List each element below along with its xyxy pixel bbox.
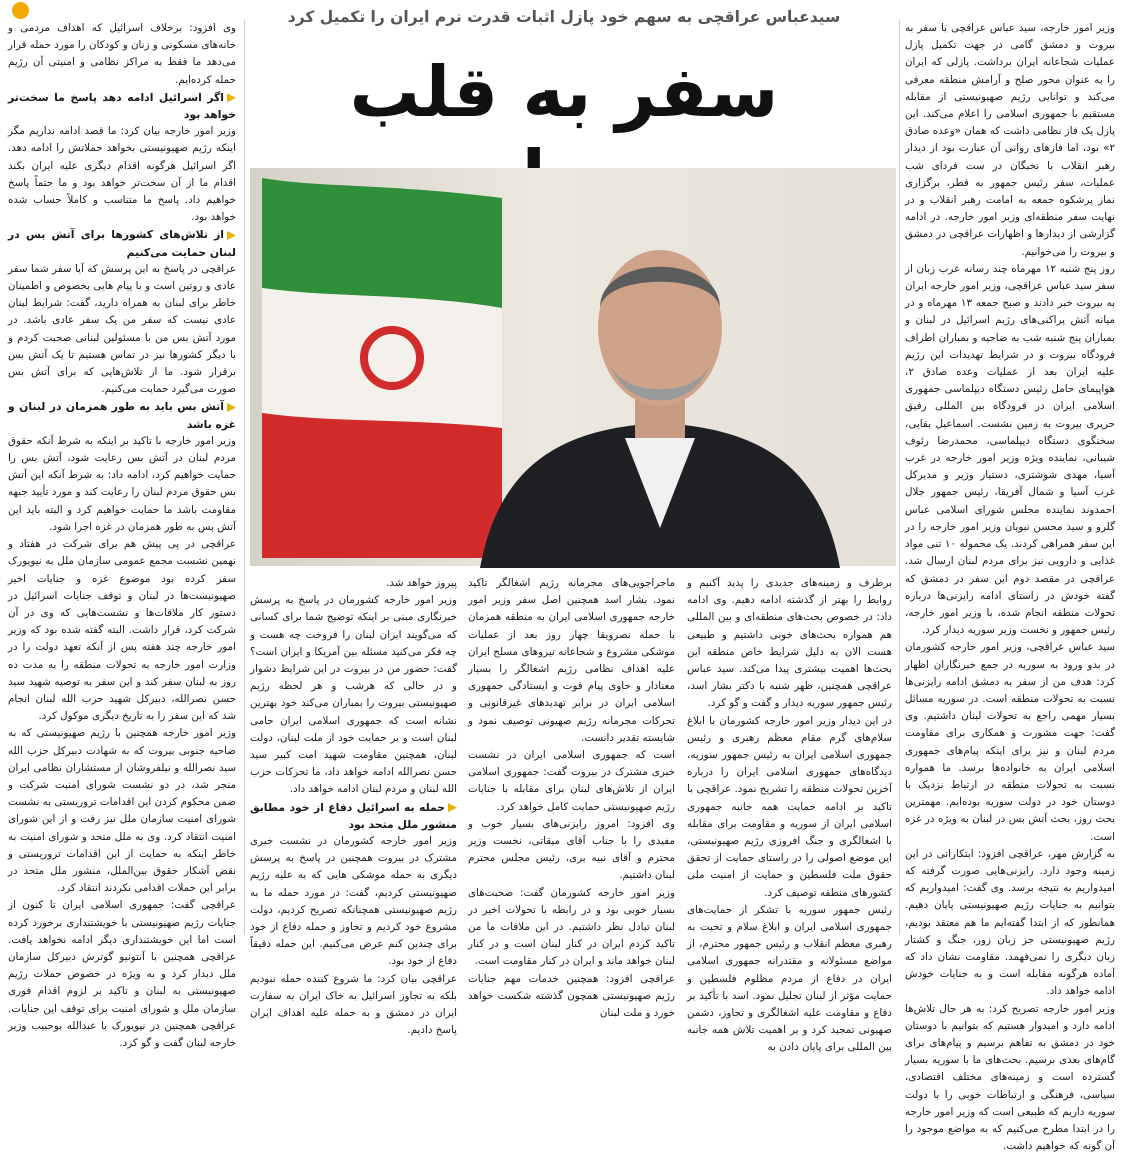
column-paragraph: برطرف و زمینه‌های جدیدی را پدید آکنیم و روابط را بهتر از گذشته ادامه دهیم. وی ادامه داد: در خصوص بحث‌های منطقه‌ای و بین المللی هم همواره بحث‌های خوبی داشتیم و طبیعی هست الان به دلیل شرایط خاص منطقه این بحث‌ها اهمیت بیشتری پیدا می‌کند. سید عباس عراقچی همچنین، ظهر شنبه با دکتر بشار اسد، رئیس جمهور سوریه دیدار و گفت و گو کرد.: [687, 577, 892, 710]
column-paragraph: عراقچی گفت: جمهوری اسلامی ایران تا کنون از جنایات رژیم صهیونیستی با خویشتنداری برخورد کرده است اما این خویشتنداری دیگر ادامه نخواهد یافت. عراقچی همچنین با آنتونیو گوترش دبیرکل سازمان ملل دیدار کرد و به ویژه در خصوص حملات رژیم صهیونیستی به لبنان و تاکید بر لزوم اقدام فوری سازمان ملل و شورای امنیت برای توقف این جنایات. عراقچی همچنین در نیویورک با عبدالله بوحبیب وزیر خارجه لبنان گفت و گو کرد.: [8, 899, 236, 1049]
column-paragraph: وی افزود: امروز رایزنی‌های بسیار خوب و مفیدی را با جناب آقای میقاتی، نخست وزیر محترم و آقای نبیه بری، رئیس مجلس محترم لبنان داشتیم.: [468, 817, 675, 882]
column-paragraph: عراقچی بیان کرد: ما شروع کننده حمله نبودیم بلکه به تجاوز اسرائیل به خاک ایران به سفارت ایران در دمشق و به حمله علیه اهداف ایران پاسخ دادیم.: [250, 972, 457, 1037]
column-paragraph: است که جمهوری اسلامی ایران در نشست خبری مشترک در بیروت گفت: جمهوری اسلامی ایران از تلاش‌های لبنان برای مقابله با جنایات رژیم صهیونیستی حمایت کامل خواهد کرد.: [468, 749, 675, 813]
column-subheading: حمله به اسرائیل دفاع از خود مطابق منشور ملل متحد بود: [250, 800, 457, 831]
column-paragraph: روز پنج شنبه ۱۲ مهرماه چند رسانه عرب زبان از سفر سید عباس عراقچی، وزیر امور خارجه ایران به بیروت خبر دادند و صبح جمعه ۱۳ مهرماه و در میانه آتش پراکنی‌های رژیم اسرائیل در لبنان و بمباران پنج شنبه شب به ضاحیه و بمباران اطراف فرودگاه بیروت و در شرایط تهدیدات این رژیم علیه ایران بعد از عملیات وعده صادق ۲، هواپیمای حامل رئیس دستگاه دیپلماسی جمهوری اسلامی ایران در فرودگاه بین المللی رفیق حریری بیروت به زمین نشست. اسماعیل بقایی، سخنگوی دستگاه دیپلماسی، محمدرضا رئوف شیبانی، نماینده ویژه وزیر امور خارجه در غرب آسیا، مهدی شوشتری، دستیار وزیر و مدیرکل غرب آسیا و شمال آفریقا، رئیس جمهور جلال احمدوند نماینده مجلس شورای اسلامی عباس گلرو و سید محسن نبویان وزیر امور خارجه را در این سفر همراهی کردند. یک محموله ۱۰ تنی مواد غذایی و دارویی نیز برای مردم لبنان ارسال شد. عراقچی در مقصد دوم این سفر در دمشق که گفته خودش در راستای ادامه رایزنی‌ها درباره تحولات منطقه انجام شده، با وزیر امور خارجه، رئیس جمهور و نخست وزیر سوریه دیدار کرد.: [905, 262, 1115, 637]
column-paragraph: وزیر امور خارجه بیان کرد: ما قصد ادامه نداریم مگر اینکه رژیم صهیونیستی بخواهد حملاتش را ادامه دهد. اگر اسرائیل هرگونه اقدام دیگری علیه ایران بکند اقدام ما از آن سخت‌تر خواهد بود و ما حتماً پاسخ خواهیم داد. پاسخ ما متناسب و کاملاً حساب شده خواهد بود.: [8, 125, 236, 224]
newspaper-logo-icon: [12, 2, 29, 19]
column-paragraph: عراقچی در پی پیش هم برای شرکت در هفتاد و نهمین نشست مجمع عمومی سازمان ملل به نیویورک سفر کرده بود موضوع غزه و جنایات اخیر صهیونیست‌ها در لبنان و توقف جنایات اسرائیل در دستور کار ملاقات‌ها و نشست‌هایی که وی در آن شرکت کرد، قرار داشت. البته گفته شده بود که وزیر امور خارجه چند هفته پس از آنکه تعهد دولت را در وزارت امور خارجه به تحولات منطقه را به مدت ده روز به لبنان سفر کند و این سفر به توصیه شهید سید حسن نصرالله، دبیرکل شهید حزب الله لبنان انجام شد که این سفر را به تاریخ دیگری موکول کرد.: [8, 538, 236, 723]
article-column-left: [8, 20, 236, 1049]
column-subheading: از تلاش‌های کشورها برای آتش بس در لبنان حمایت می‌کنیم: [8, 228, 236, 259]
column-paragraph: وزیر امور خارجه، سید عباس عراقچی با سفر به بیروت و دمشق گامی در جهت تکمیل پازل عملیات شجاعانه ایران برداشت. پازلی که ایران را به عنوان محور صلح و آرامش منطقه معرفی می‌کند و توانایی رژیم صهیونیستی از مقابله مستقیم با جمهوری اسلامی را اعلام می‌کند. این پازل یک فاز نظامی داشت که همان «وعده صادق ۲» بود، اما فازهای روانی آن عبارت بود از دیدار رهبر انقلاب با نخبگان در ست فردای شب عملیات، سفر رئیس جمهور به قطر، برگزاری نماز پرشکوه جمعه به امامت رهبر انقلاب و در نهایت سفر منطقه‌ای وزیر امور خارجه. در ادامه گزارشی از دیدارها و اظهارات عراقچی در دمشق و بیروت را می‌خوانیم.: [905, 22, 1115, 258]
article-column-right: [905, 20, 1115, 1153]
column-paragraph: وی افزود: برخلاف اسرائیل که اهداف مردمی و خانه‌های مسکونی و زنان و کودکان را مورد حمله قرار می‌دهد ما فقط به مراکز نظامی و امنیتی آن رژیم حمله کرده‌ایم.: [8, 22, 236, 86]
article-column-3: [468, 575, 675, 1020]
article-kicker: سیدعباس عراقچی به سهم خود پازل اثبات قدرت نرم ایران را تکمیل کرد: [287, 8, 841, 26]
column-paragraph: رئیس جمهور سوریه با تشکر از حمایت‌های جمهوری اسلامی ایران و ابلاغ سلام و تحیت به رهبری معظم انقلاب و رئیس جمهور محترم، از مواضع مسئولانه و مقتدرانه جمهوری اسلامی ایران در دفاع از مردم مظلوم فلسطین و حمایت مؤثر از لبنان تجلیل نمود. اسد با تأکید بر دفاع و مقاومت علیه اشغالگری و تجاوز، دشمن صهیونی تمجید کرد و بر اهمیت تلاش همه جانبه بین المللی برای پایان دادن به: [687, 903, 892, 1054]
column-paragraph: وزیر امور خارجه همچنین با رژیم صهیونیستی که به ضاحیه جنوبی بیروت که به شهادت دبیرکل حزب الله سید نصرالله و نیلفروشان از مستشاران نظامی ایران منجر شد، در دو نشست شورای امنیت شرکت و ضمن محکوم کردن این اقدامات تروریستی به نشست شورای امنیت سازمان ملل نیز رفت و از این شورای امنیت انتقاد کرد. وی به ملل متحد و شورای امنیت به خاطر اینکه به حمایت از این اقدامات تروریستی و نقض آشکار حقوق بین‌الملل، منشور ملل متحد در برابر این حملات اقدامی نکردند انتقاد کرد.: [8, 727, 236, 895]
column-paragraph: وزیر امور خارجه با تاکید بر اینکه به شرط آنکه حقوق مردم لبنان در آتش بس رعایت شود، آتش بس را حمایت خواهیم کرد، ادامه داد: به شرط آنکه این آتش بس حقوق مردم لبنان را رعایت کند و مورد تأیید جبهه مقاومت باشد ما حمایت خواهیم کرد و البته باید این آتش بس به طور همزمان در غزه اجرا شود.: [8, 434, 236, 533]
article-headline: سفر به قلب: [349, 51, 779, 133]
column-paragraph: وزیر امور خارجه کشورمان گفت: صحبت‌های بسیار خوبی بود و در رابطه با تحولات اخیر در لبنان تبادل نظر داشتیم. در این ملاقات ما من تاکید کردم ایران در کنار لبنان است و در کنار لبنان خواهد ماند و ایران در کنار مقاومت است.: [468, 886, 675, 968]
column-paragraph: ماجراجویی‌های مجرمانه رژیم اشغالگر تاکید نمود. بشار اسد همچنین اصل سفر وزیر امور خارجه جمهوری اسلامی ایران به منطقه همزمان با حمله نصرویقا چهار روز بعد از عملیات موشکی مشروع و شجاعانه نیروهای مسلح ایران علیه اهداف نظامی رژیم اشغالگر را بسیار معنادار و حاوی پیام قوت و ایستادگی جمهوری اسلامی ایران در برابر تهدیدهای غیرقانونی و تحرکات مجرمانه رژیم صهیونی توصیف نمود و شایسته تقدیر دانست.: [468, 577, 675, 744]
column-paragraph: وزیر امور خارجه کشورمان در نشست خبری مشترک در بیروت همچنین در پاسخ به پرسش دیگری به حمله موشکی هایی که به علیه رژیم صهیونیستی کردیم، گفت: در مورد حمله ما به رژیم صهیونیستی همچنانکه تصریح کردیم، دولت مشروع خود کردیم و تجاوز و حمله دفاع از خود برای چندین کنم عرض می‌کنیم. این حمله دقیقاً دفاع از خود بود.: [250, 835, 457, 968]
article-column-2: [687, 575, 892, 1054]
column-paragraph: به گزارش مهر، عراقچی افزود: ابتکاراتی در این زمینه وجود دارد. رایزنی‌هایی صورت گرفته که امیدواریم به نتیجه برسد. وی گفت: امیدواریم که بتوانیم به جنایات رژیم صهیونیستی پایان دهیم. همانطور که از ابتدا گفته‌ایم ما هم معتقد بودیم، رژیم صهیونیستی جز زبان زور، جنگ و کشتار زبان دیگری را نمی‌فهمد. مقاومت نشان داد که آماده هرگونه مقابله است و به جنایات خودش ادامه خواهد داد.: [905, 847, 1115, 998]
article-column-4: [250, 575, 457, 1037]
column-paragraph: در این دیدار وزیر امور خارجه کشورمان با ابلاغ سلام‌های گرم مقام معظم رهبری و رئیس جمهوری اسلامی ایران به رئیس جمهور سوریه، دیدگاه‌های جمهوری اسلامی ایران را درباره آخرین تحولات منطقه را تشریح نمود. عراقچی با تاکید بر ادامه حمایت همه جانبه جمهوری اسلامی ایران از سوریه و مقاومت برای مقابله با اشغالگری و جنگ افروزی رژیم صهیونیستی، این موضع اصولی را در راستای حمایت از تحقق حقوق ملت فلسطین و حمایت از امنیت ملی کشورهای منطقه توصیف کرد.: [687, 714, 892, 899]
column-paragraph: پیروز خواهد شد.: [386, 577, 457, 589]
column-paragraph: سید عباس عراقچی، وزیر امور خارجه کشورمان در بدو ورود به سوریه در جمع خبرنگاران اظهار کرد: هدف من از سفر به دمشق ادامه رایزنی‌ها نسبت به تحولات منطقه است. در سوریه مسائل بسیار مهمی راجع به تحولات لبنان داشتیم. وی گفت: جهت مشورت و همکاری برای مقاومت مردم لبنان و نیز برای اینکه پیام‌های جمهوری اسلامی ایران به خانواده‌ها برسد. ما همواره نسبت به تحولات منطقه در ارتباط نزدیک با دوستان خود در دولت سوریه بوده‌ایم. مهمترین بحث روز، بحث آتش بس در لبنان به ویژه در غزه است.: [905, 641, 1115, 843]
article-photo: [250, 168, 896, 566]
column-subheading: اگر اسرائیل ادامه دهد پاسخ ما سخت‌تر خواهد بود: [8, 90, 236, 122]
column-paragraph: وزیر امور خارجه تصریح کرد: به هر حال تلاش‌ها ادامه دارد و امیدوار هستیم که بتوانیم با دوستان خود در دمشق به تفاهم برسیم و پیام‌های برای گام‌های بعدی برسیم. بحث‌های ما با سوریه بسیار گسترده است و زمینه‌های مختلف اقتصادی، سیاسی، فرهنگی و ارتباطات خوبی را با دولت سوریه داریم که طبیعی است که وزیر امور خارجه را در ابتدا مطرح می‌کنیم که به مواضع موجود را آن گونه که خواهیم داشت.: [905, 1002, 1115, 1153]
person-figure: [450, 228, 870, 568]
column-paragraph: عراقچی در پاسخ به این پرسش که آیا سفر شما سفر عادی و روتین است و با پیام هایی بخصوص و اطمینان خاطر برای لبنان به همراه دارید، گفت: شرایط لبنان عادی نیست که سفر من یک سفر عادی باشد. در مورد آتش بس من با مسئولین لبنانی صحبت کردم و با دیگر کشورها نیز در تماس هستیم تا یک آتش بس برقرار شود. ما از تلاش‌هایی که برای آتش بس صورت می‌گیرد حمایت می‌کنیم.: [8, 262, 236, 396]
column-paragraph: عراقچی افزود: همچنین خدمات مهم جنایات رژیم صهیونیستی همچون گذشته شکست خواهد خورد و ملت لبنان: [468, 972, 675, 1020]
column-subheading: آتش بس باید به طور همزمان در لبنان و غزه باشد: [8, 400, 236, 431]
column-paragraph: وزیر امور خارجه کشورمان در پاسخ به پرسش خبرنگاری مبنی بر اینکه توضیح شما برای کسانی که می‌گویند ایران لبنان را فروخت چه هست و چه فکر می‌کنید مسئله بین آمریکا و ایران است؟ گفت: حضور من در بیروت در این شرایط دشوار و در حالی که هرشب و هر لحظه رژیم صهیونیستی بیروت را بمباران می‌کند خود بهترین نشانه است که جمهوری اسلامی ایران حامی لبنان است و بر حمایت خود از ملت لبنان، دولت لبنان، همچنین مقاومت شهید امت کبیر سید حسن نصرالله ادامه خواهد داد، ما تحرکات حزب الله لبنان و مردم لبنان ادامه خواهد داد.: [250, 594, 457, 796]
